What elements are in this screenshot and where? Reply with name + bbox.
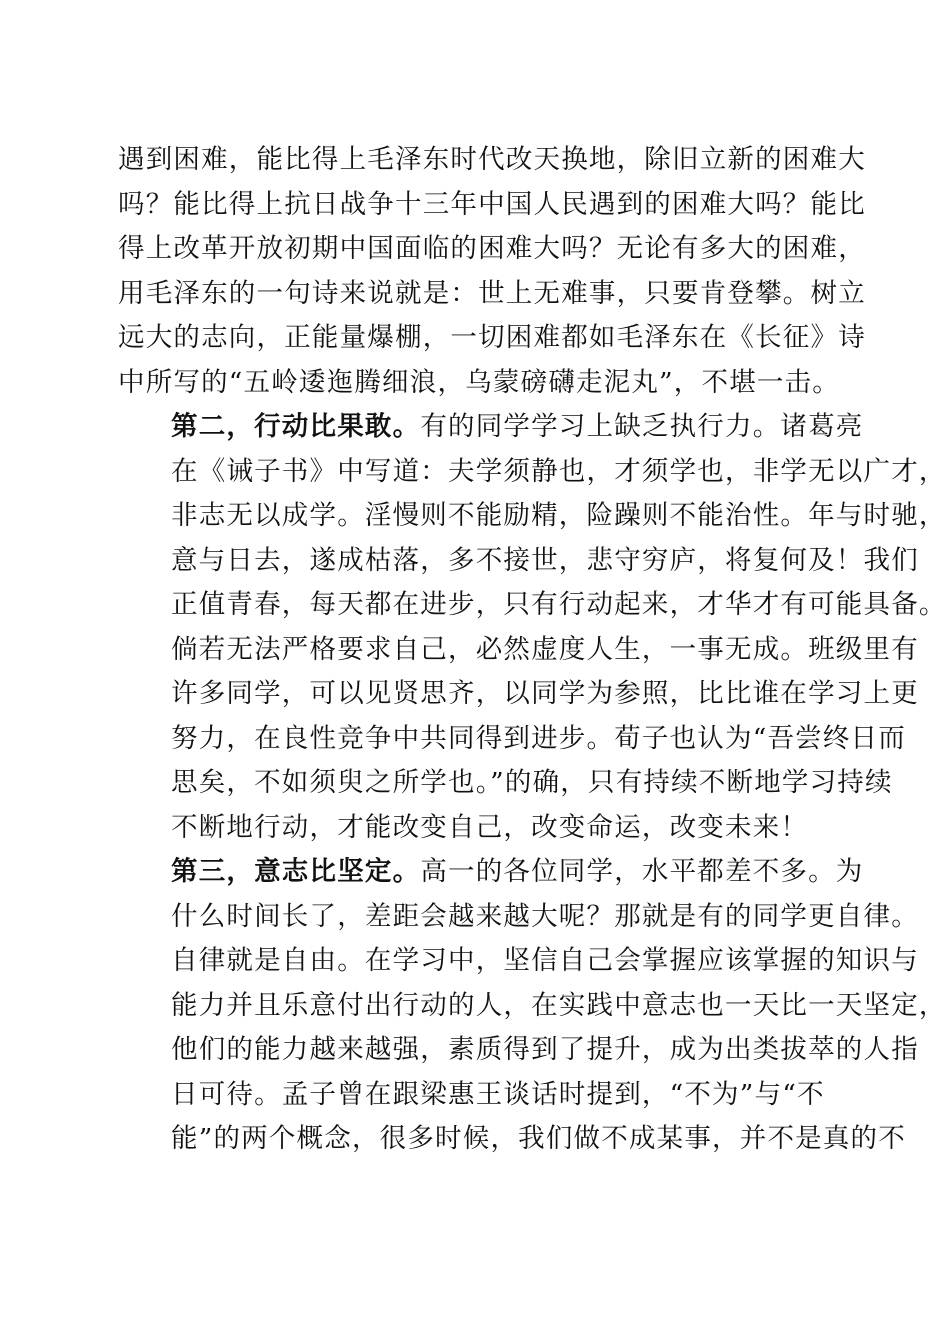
text-line: 能力并且乐意付出行动的人，在实践中意志也一天比一天坚定，	[171, 989, 947, 1021]
text-span: 高一的各位同学，水平都差不多。为	[420, 856, 864, 887]
paragraph-second-point	[118, 405, 947, 850]
paragraph-third-point	[118, 850, 947, 1162]
text-line: 意与日去，遂成枯落，多不接世，悲守穷庐，将复何及！我们	[171, 544, 919, 576]
text-line: 什么时间长了，差距会越来越大呢？那就是有的同学更自律。	[171, 900, 919, 932]
text-line: 倘若无法严格要求自己，必然虚度人生，一事无成。班级里有	[171, 633, 919, 665]
paragraph-continuation	[118, 138, 866, 405]
text-line	[118, 405, 864, 450]
text-line: 正值青春，每天都在进步，只有行动起来，才华才有可能具备。	[171, 589, 947, 620]
text-line: 非志无以成学。淫慢则不能励精，险躁则不能治性。年与时驰，	[171, 500, 947, 531]
text-span: 有的同学学习上缺乏执行力。诸葛亮	[420, 411, 864, 442]
text-line: 努力，在良性竞争中共同得到进步。荀子也认为“吾尝终日而	[171, 722, 906, 754]
text-line: 吗？能比得上抗日战争十三年中国人民遇到的困难大吗？能比	[118, 188, 866, 220]
text-line: 在《诫子书》中写道：夫学须静也，才须学也，非学无以广才，	[171, 455, 947, 487]
text-line: 用毛泽东的一句诗来说就是：世上无难事，只要肯登攀。树立	[118, 277, 866, 309]
text-line: 中所写的“五岭逶迤腾细浪，乌蒙磅礴走泥丸”，不堪一击。	[118, 366, 840, 398]
paragraph-heading: 第二，行动比果敢。	[171, 411, 421, 442]
body-text	[118, 138, 947, 1162]
text-line: 遇到困难，能比得上毛泽东时代改天换地，除旧立新的困难大	[118, 144, 866, 175]
text-line: 日可待。孟子曾在跟梁惠王谈话时提到，“不为”与“不	[171, 1078, 825, 1110]
text-line	[118, 850, 864, 895]
paragraph-heading: 第三，意志比坚定。	[171, 856, 421, 887]
text-line: 思矣，不如须臾之所学也。”的确，只有持续不断地学习持续	[171, 767, 893, 798]
text-line: 能”的两个概念，很多时候，我们做不成某事，并不是真的不	[171, 1123, 906, 1154]
text-line: 不断地行动，才能改变自己，改变命运，改变未来！	[171, 811, 809, 843]
text-line: 他们的能力越来越强，素质得到了提升，成为出类拔萃的人指	[171, 1034, 919, 1065]
text-line: 得上改革开放初期中国面临的困难大吗？无论有多大的困难，	[118, 233, 866, 264]
text-line: 许多同学，可以见贤思齐，以同学为参照，比比谁在学习上更	[171, 678, 919, 709]
text-line: 远大的志向，正能量爆棚，一切困难都如毛泽东在《长征》诗	[118, 322, 866, 353]
text-line: 自律就是自由。在学习中，坚信自己会掌握应该掌握的知识与	[171, 945, 919, 976]
